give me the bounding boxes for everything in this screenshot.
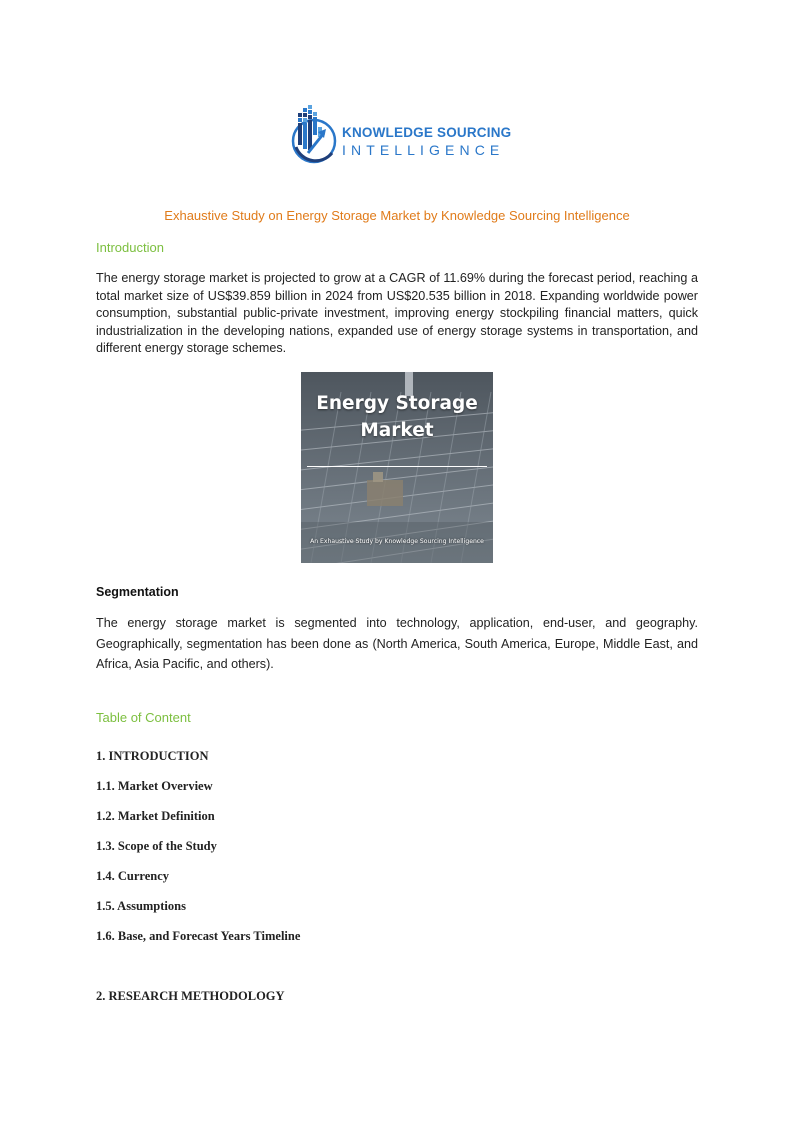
toc-item: 1.4. Currency: [96, 869, 170, 883]
logo-wordmark-top: KNOWLEDGE SOURCING: [342, 125, 512, 140]
toc-item: 1.6. Base, and Forecast Years Timeline: [96, 929, 301, 943]
toc-item: 1. INTRODUCTION: [96, 749, 209, 763]
company-logo: [290, 103, 510, 167]
toc-heading: Table of Content: [96, 710, 191, 725]
toc-item: 1.5. Assumptions: [96, 899, 186, 913]
introduction-paragraph: The energy storage market is projected to grow at a CAGR of 11.69% during the forecast period, reaching a total market size of US$39.859 billion in 2024 from US$20.535 billion in 2018. Expanding worldwide power consumption, substantial public-private investment, improving energy stockpiling financial matters, quick industrialization in the developing nations, expanded use of energy storage systems in transportation, and different energy storage schemes.: [96, 271, 698, 355]
report-cover-image: [301, 372, 493, 563]
logo-wordmark-bottom: INTELLIGENCE: [342, 142, 505, 158]
segmentation-heading: Segmentation: [96, 585, 179, 599]
introduction-heading: Introduction: [96, 240, 164, 255]
cover-title: Energy Storage Market: [316, 393, 478, 441]
toc-item: 1.3. Scope of the Study: [96, 839, 217, 853]
document-title: Exhaustive Study on Energy Storage Market by Knowledge Sourcing Intelligence: [164, 208, 630, 223]
cover-caption: An Exhaustive Study by Knowledge Sourcing Intelligence: [310, 538, 484, 545]
segmentation-paragraph: The energy storage market is segmented into technology, application, end-user, and geography. Geographically, segmentation has been done as (North America, South America, Europe, Middle East, and Africa, Asia Pacific, and others).: [96, 616, 698, 671]
logo-emblem-icon: [290, 103, 342, 167]
cover-divider: [307, 466, 487, 467]
toc-item: 1.1. Market Overview: [96, 779, 213, 793]
toc-item: 1.2. Market Definition: [96, 809, 215, 823]
toc-item: 2. RESEARCH METHODOLOGY: [96, 989, 285, 1003]
